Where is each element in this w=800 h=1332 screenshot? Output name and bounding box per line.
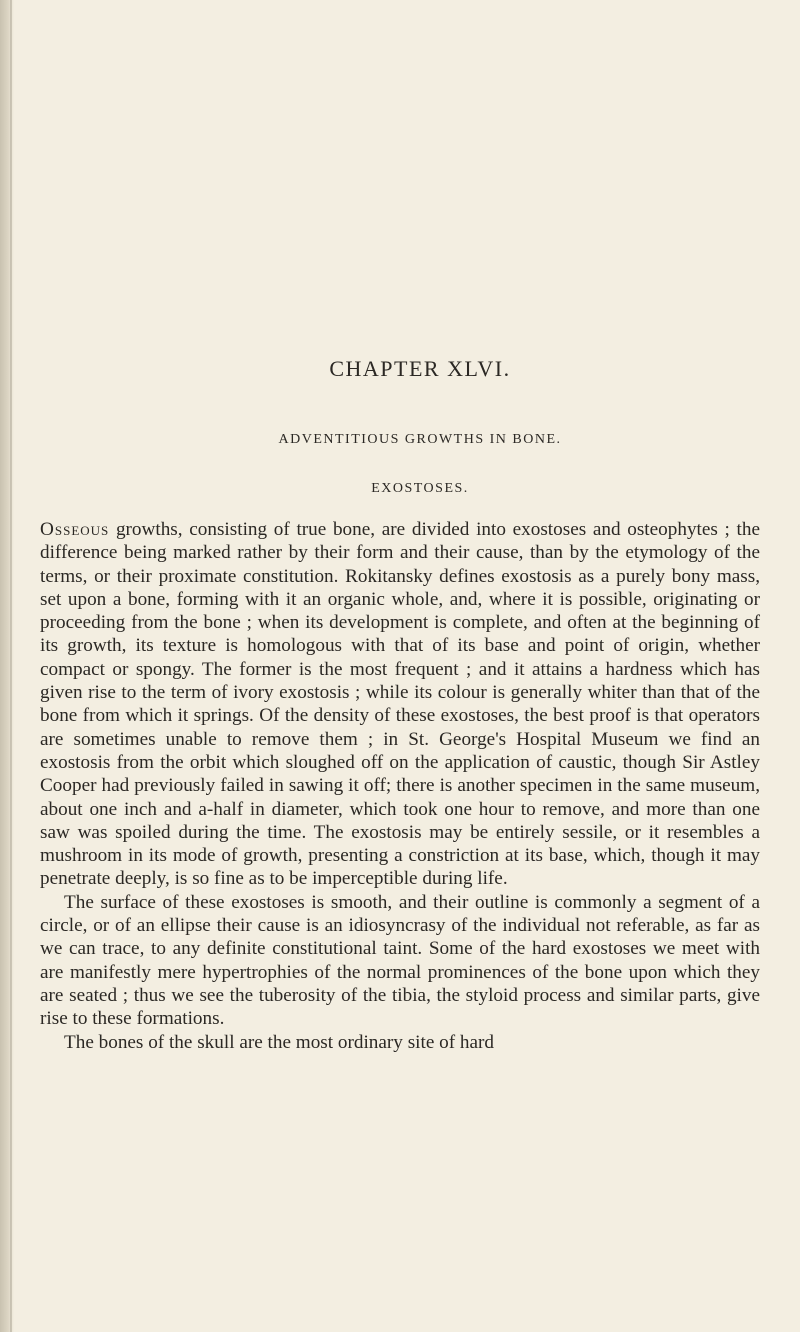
paragraph-2: The surface of these exostoses is smooth, and their outline is commonly a segment of a circle, or of an ellipse their cause is an idiosyncrasy of the individual not referable, as far as we can trace, to any definite constitutional taint. Some of the hard exostoses we meet with are manifestly mere hypertrophies of the normal prominences of the bone upon which they are seated ; thus we see the tuberosity of the tibia, the styloid process and similar parts, give rise to these formations. [40,891,760,1030]
paragraph-1 [40,518,760,891]
body-text [40,518,760,1054]
section-title: ADVENTITIOUS GROWTHS IN BONE. [278,432,562,447]
paragraph-lead: Osseous [40,519,110,540]
paragraph-1-text: growths, consisting of true bone, are divided into exostoses and osteophytes ; the difference being marked rather by their form and their cause, than by the etymology of the terms, or their proximate constitution. Rokitansky defines exostosis as a purely bony mass, set upon a bone, forming with it an organic whole, and, where it is possible, originating or proceeding from the bone ; when its development is complete, and often at the beginning of its growth, its texture is homologous with that of its base and point of origin, whether compact or spongy. The former is the most frequent ; and it attains a hardness which has given rise to the term of ivory exostosis ; while its colour is generally whiter than that of the bone from which it springs. Of the density of these exostoses, the best proof is that operators are sometimes unable to remove them ; in St. George's Hospital Museum we find an exostosis from the orbit which sloughed off on the application of caustic, though Sir Astley Cooper had previously failed in sawing it off; there is another specimen in the same museum, about one inch and a-half in diameter, which took one hour to remove, and more than one saw was spoiled during the time. The exostosis may be entirely sessile, or it resembles a mushroom in its mode of growth, presenting a constriction at its base, which, though it may penetrate deeply, is so fine as to be imperceptible during life. [40,519,760,890]
paragraph-3: The bones of the skull are the most ordinary site of hard [64,1031,495,1053]
page-gutter-line [10,0,12,1332]
subsection-title: EXOSTOSES. [371,481,469,496]
chapter-title: CHAPTER XLVI. [329,356,511,381]
book-page [40,0,800,1332]
